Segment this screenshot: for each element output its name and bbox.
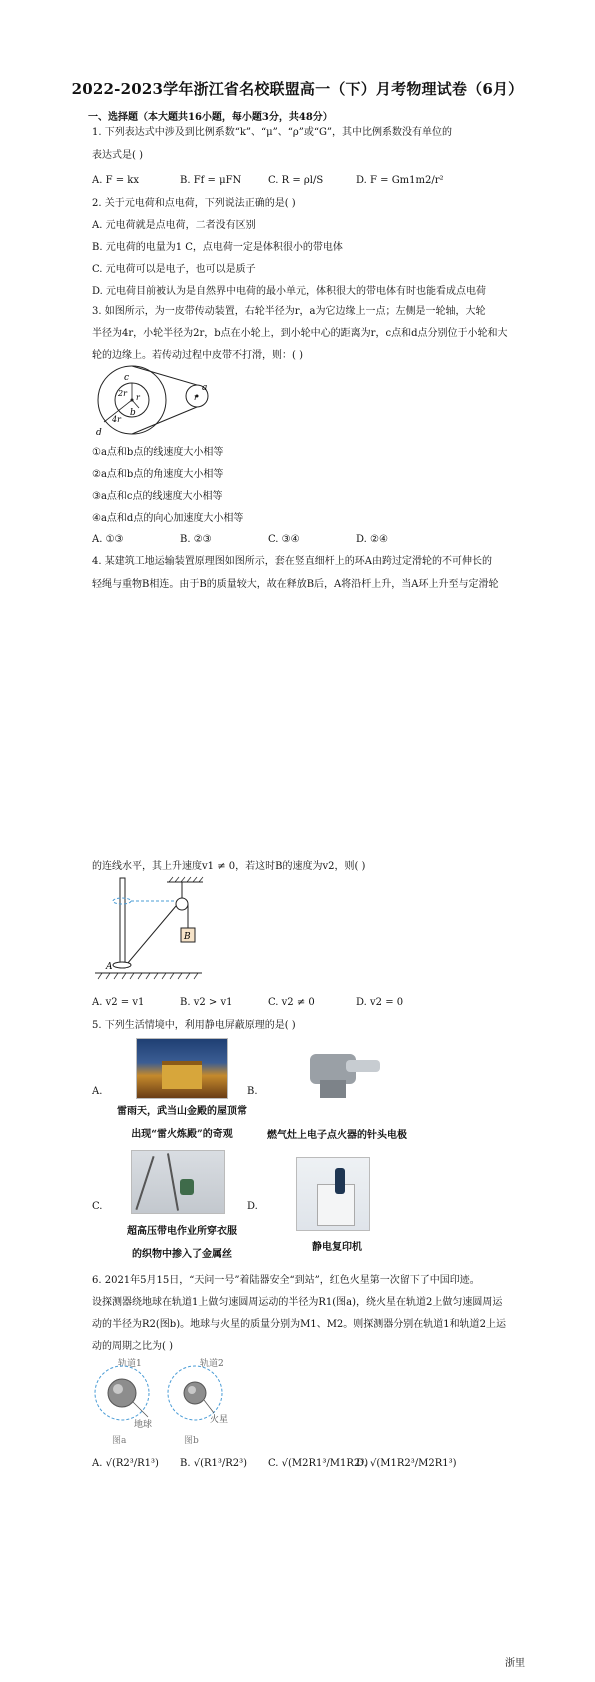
fig-orbit1-label: 轨道1	[118, 1359, 142, 1369]
q2-option-b: B. 元电荷的电量为1 C，点电荷一定是体积很小的带电体	[92, 242, 343, 253]
q5-caption-a-line2: 出现“雷火炼殿”的奇观	[131, 1129, 233, 1140]
golden-hall-photo	[136, 1038, 228, 1099]
igniter-photo	[300, 1040, 386, 1102]
fig-mars-label: 火星	[210, 1415, 229, 1425]
q2-option-d: D. 元电荷目前被认为是自然界中电荷的最小单元，体积很大的带电体有时也能看成点电荷	[92, 286, 487, 297]
q3-stem-line2: 半径为4r，小轮半径为2r，b点在小轮上，到小轮中心的距离为r，c点和d点分别位于小轮和大	[92, 328, 508, 339]
q6-stem-line1: 6. 2021年5月15日，“天问一号”着陆器安全“到站”，红色火星第一次留下了中国印迹。	[92, 1275, 480, 1286]
orbit-figure	[92, 1355, 242, 1447]
q6-option-b: B. √(R1³/R2³)	[180, 1458, 248, 1469]
high-voltage-work-photo	[131, 1150, 225, 1214]
fig-label-A: A	[106, 962, 113, 972]
q4-stem-line3: 的连线水平，其上升速度v1 ≠ 0，若这时B的速度为v2，则( )	[92, 861, 366, 872]
q5-caption-d: 静电复印机	[312, 1242, 362, 1253]
q3-stem-line3: 轮的边缘上。若传动过程中皮带不打滑，则：( )	[92, 350, 303, 361]
section-heading: 一、选择题（本大题共16小题，每小题3分，共48分）	[88, 112, 333, 123]
belt-drive-figure	[92, 362, 217, 442]
q6-option-c: C. √(M2R1³/M1R2³)	[268, 1458, 369, 1469]
fig-label-c: c	[124, 373, 130, 383]
q1-option-d: D. F = Gm1m2/r²	[356, 175, 444, 186]
fig-b-label: 图b	[184, 1436, 199, 1446]
q3-statement-3: ③a点和c点的线速度大小相等	[92, 491, 223, 502]
fig-earth-label: 地球	[134, 1420, 153, 1430]
q1-option-a: A. F = kx	[92, 175, 139, 186]
q4-stem-line1: 4. 某建筑工地运输装置原理图如图所示，套在竖直细杆上的环A由跨过定滑轮的不可伸长的	[92, 556, 492, 567]
q1-stem-line1: 1. 下列表达式中涉及到比例系数“k”、“μ”、“ρ”或“G”，其中比例系数没有单位的	[92, 127, 453, 138]
q5-caption-b: 燃气灶上电子点火器的针头电极	[267, 1130, 407, 1141]
q5-caption-c-line2: 的织物中掺入了金属丝	[132, 1249, 232, 1260]
fig-label-r-right: r	[194, 393, 198, 402]
q3-option-a: A. ①③	[92, 534, 124, 545]
q2-stem: 2. 关于元电荷和点电荷，下列说法正确的是( )	[92, 198, 296, 209]
q3-statement-1: ①a点和b点的线速度大小相等	[92, 447, 224, 458]
fig-label-b: b	[130, 408, 136, 418]
fig-label-d: d	[96, 428, 102, 438]
q3-statement-2: ②a点和b点的角速度大小相等	[92, 469, 224, 480]
q5-caption-c-line1: 超高压带电作业所穿衣服	[127, 1226, 237, 1237]
q2-option-c: C. 元电荷可以是电子，也可以是质子	[92, 264, 256, 275]
q1-option-c: C. R = ρl/S	[268, 175, 324, 186]
q3-option-c: C. ③④	[268, 534, 300, 545]
q5-option-d-label: D.	[247, 1201, 258, 1212]
q2-option-a: A. 元电荷就是点电荷，二者没有区别	[92, 220, 256, 231]
fig-label-B: B	[184, 932, 191, 942]
q3-statement-4: ④a点和d点的向心加速度大小相等	[92, 513, 244, 524]
page-title: 2022-2023学年浙江省名校联盟高一（下）月考物理试卷（6月）	[71, 80, 524, 98]
fig-label-4r: 4r	[112, 415, 121, 424]
q1-stem-line2: 表达式是( )	[92, 150, 143, 161]
page-footer: 浙里	[505, 1658, 525, 1669]
q4-stem-line2: 轻绳与重物B相连。由于B的质量较大，故在释放B后，A将沿杆上升，当A环上升至与定滑轮	[92, 579, 499, 590]
q1-option-b: B. Ff = μFN	[180, 175, 242, 186]
q6-option-d: D. √(M1R2³/M2R1³)	[356, 1458, 457, 1469]
q5-option-b-label: B.	[247, 1086, 258, 1097]
q5-option-a-label: A.	[92, 1086, 103, 1097]
q6-stem-line3: 动的半径为R2(图b)。地球与火星的质量分别为M1、M2。则探测器分别在轨道1和轨道2上运	[92, 1319, 507, 1330]
fig-orbit2-label: 轨道2	[200, 1359, 224, 1369]
q6-stem-line2: 设探测器绕地球在轨道1上做匀速圆周运动的半径为R1(图a)，绕火星在轨道2上做匀速圆周运	[92, 1297, 503, 1308]
fig-label-a: a	[202, 383, 208, 393]
q4-option-a: A. v2 = v1	[92, 997, 145, 1008]
q5-option-c-label: C.	[92, 1201, 103, 1212]
q3-option-b: B. ②③	[180, 534, 212, 545]
fig-a-label: 图a	[112, 1436, 127, 1446]
q6-option-a: A. √(R2³/R1³)	[92, 1458, 159, 1469]
photocopier-photo	[296, 1157, 370, 1231]
q4-option-d: D. v2 = 0	[356, 997, 404, 1008]
q4-option-b: B. v2 > v1	[180, 997, 233, 1008]
q5-caption-a-line1: 雷雨天，武当山金殿的屋顶常	[117, 1106, 247, 1117]
fig-label-2r: 2r	[118, 389, 127, 398]
q4-option-c: C. v2 ≠ 0	[268, 997, 315, 1008]
q6-stem-line4: 动的周期之比为( )	[92, 1341, 173, 1352]
q3-option-d: D. ②④	[356, 534, 388, 545]
ring-pulley-figure	[92, 876, 207, 986]
q5-stem: 5. 下列生活情境中，利用静电屏蔽原理的是( )	[92, 1020, 296, 1031]
fig-label-r-small: r	[136, 393, 140, 402]
q3-stem-line1: 3. 如图所示，为一皮带传动装置，右轮半径为r，a为它边缘上一点；左侧是一轮轴，大轮	[92, 306, 486, 317]
